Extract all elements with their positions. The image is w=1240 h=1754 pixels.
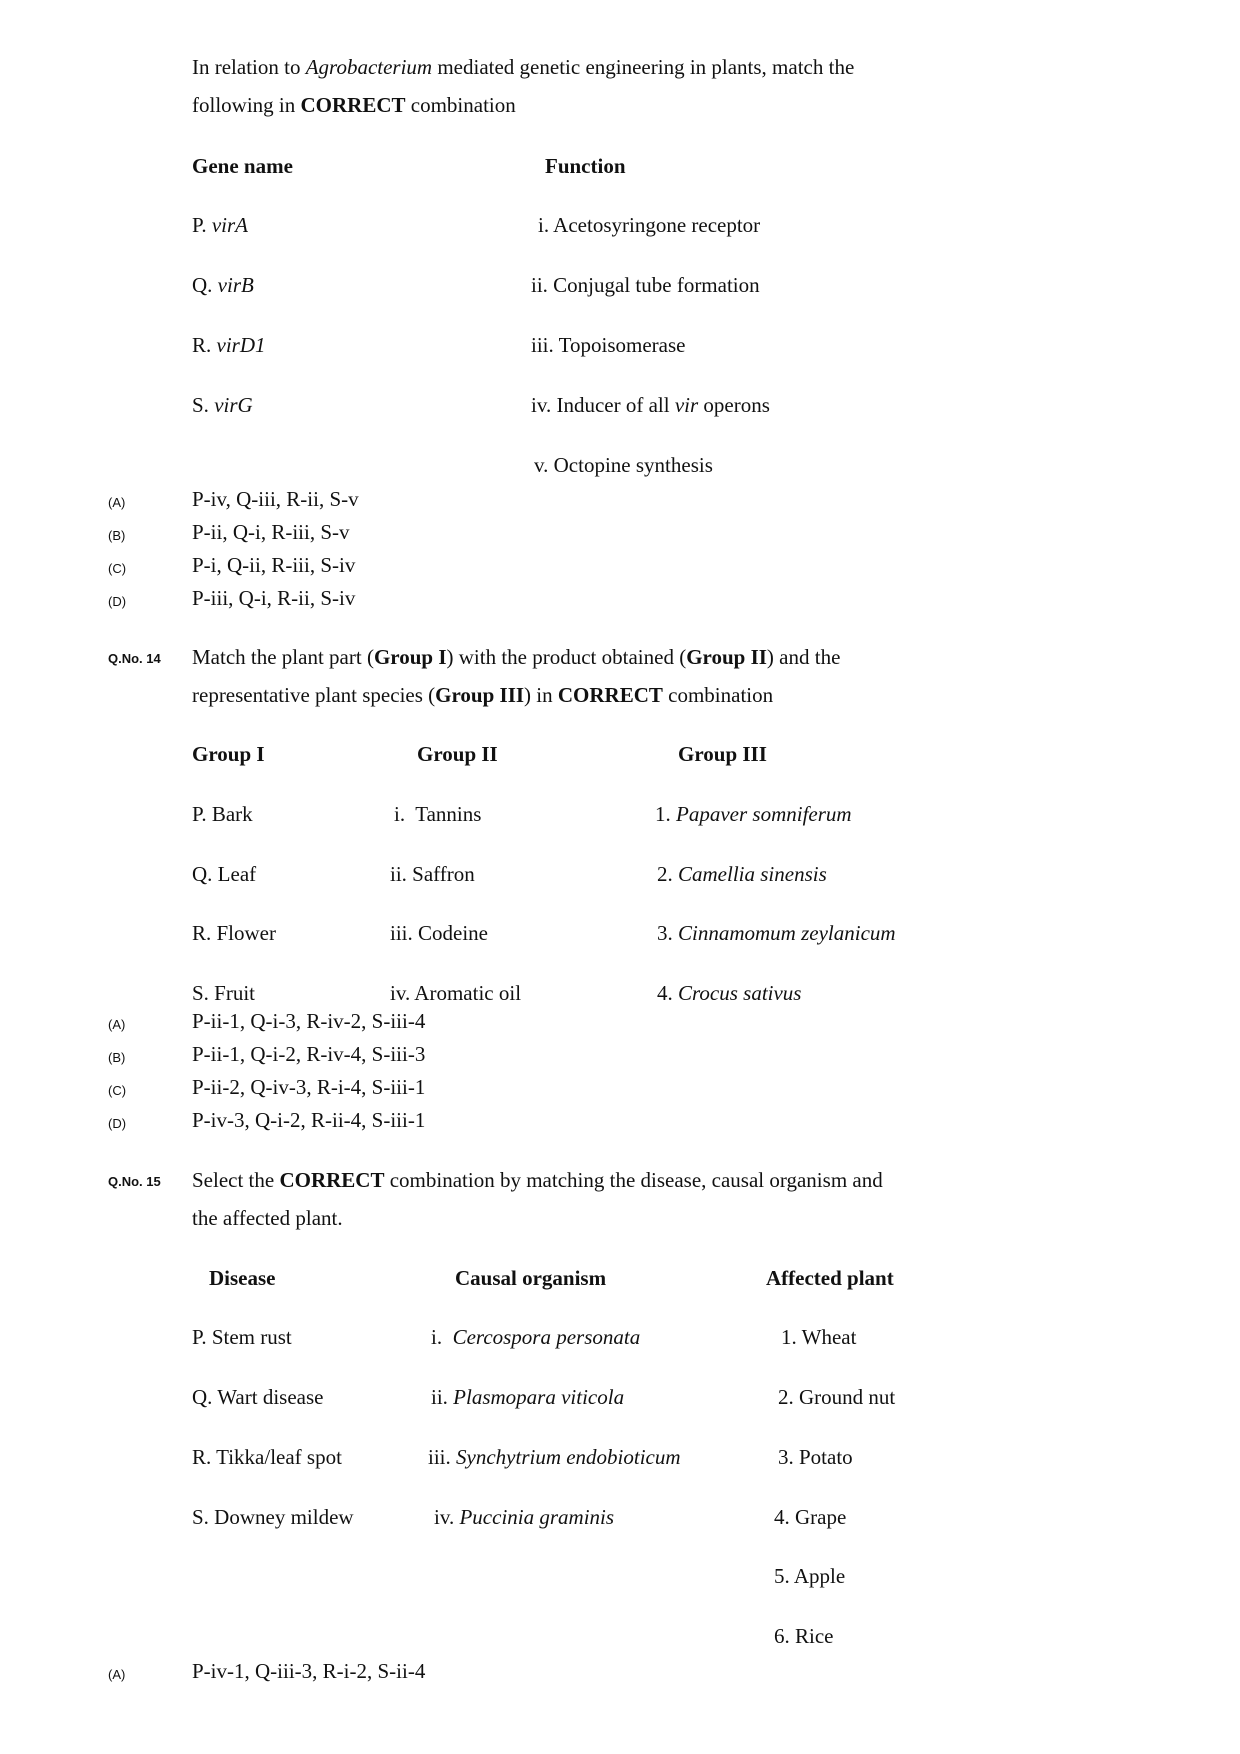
- organism-name: Puccinia graminis: [459, 1505, 615, 1529]
- function-text: iv. Inducer of all: [531, 393, 675, 417]
- q14-option-text-b[interactable]: P-ii-1, Q-i-2, R-iv-4, S-iii-3: [192, 1042, 426, 1066]
- q13-stem-organism: Agrobacterium: [305, 55, 433, 79]
- species-number: 4.: [657, 981, 678, 1005]
- q15-number: Q.No. 15: [108, 1174, 161, 1189]
- q13-stem-text: In relation to: [192, 55, 306, 79]
- q15-organism-ii: [431, 1387, 624, 1408]
- q13-function-iv: [531, 395, 770, 416]
- q14-product-iii: iii. Codeine: [390, 921, 488, 945]
- q13-option-text-c[interactable]: P-i, Q-ii, R-iii, S-iv: [192, 553, 356, 577]
- q15-stem-line2: the affected plant.: [192, 1206, 343, 1230]
- q14-number: Q.No. 14: [108, 651, 161, 666]
- q15-stem-line1: [192, 1170, 883, 1191]
- species-name: Papaver somniferum: [676, 802, 852, 826]
- q14-col-group1-heading: Group I: [192, 742, 265, 766]
- q15-plant-4: 4. Grape: [774, 1505, 847, 1529]
- q15-disease-q: Q. Wart disease: [192, 1385, 324, 1409]
- gene-prefix: P.: [192, 213, 212, 237]
- q14-col-group3-heading: Group III: [678, 742, 767, 766]
- q13-stem-text: mediated genetic engineering in plants, match the: [432, 55, 855, 79]
- q14-stem-line1: [192, 647, 840, 668]
- organism-number: i.: [431, 1325, 453, 1349]
- q14-option-label-c: (C): [108, 1083, 127, 1098]
- q15-option-label-a: (A): [108, 1667, 126, 1682]
- species-number: 2.: [657, 862, 678, 886]
- q15-plant-6: 6. Rice: [774, 1624, 834, 1648]
- gene-name: virB: [217, 273, 254, 297]
- organism-number: iii.: [428, 1445, 457, 1469]
- q13-stem-line1: [192, 57, 854, 78]
- q14-option-label-b: (B): [108, 1050, 126, 1065]
- q15-organism-i: [431, 1327, 640, 1348]
- q14-product-iv: iv. Aromatic oil: [390, 981, 522, 1005]
- gene-name: virA: [211, 213, 249, 237]
- q14-stem-line2: [192, 685, 773, 706]
- q14-product-i: i. Tannins: [394, 802, 482, 826]
- q13-option-label-b: (B): [108, 528, 126, 543]
- q13-option-text-d[interactable]: P-iii, Q-i, R-ii, S-iv: [192, 586, 356, 610]
- q14-part-s: S. Fruit: [192, 981, 256, 1005]
- function-text: operons: [698, 393, 770, 417]
- gene-prefix: R.: [192, 333, 217, 357]
- q15-disease-s: S. Downey mildew: [192, 1505, 354, 1529]
- q14-stem-emphasis: Group I: [373, 645, 447, 669]
- q15-disease-p: P. Stem rust: [192, 1325, 292, 1349]
- q14-stem-text: Match the plant part (: [192, 645, 374, 669]
- q14-species-2: [657, 864, 827, 885]
- q14-stem-text: representative plant species (: [192, 683, 436, 707]
- q13-function-ii: ii. Conjugal tube formation: [531, 273, 760, 297]
- q15-disease-r: R. Tikka/leaf spot: [192, 1445, 342, 1469]
- q14-option-label-a: (A): [108, 1017, 126, 1032]
- q15-plant-5: 5. Apple: [774, 1564, 846, 1588]
- q15-plant-1: 1. Wheat: [781, 1325, 857, 1349]
- q13-option-text-a[interactable]: P-iv, Q-iii, R-ii, S-v: [192, 487, 359, 511]
- q14-species-1: [655, 804, 852, 825]
- organism-number: ii.: [431, 1385, 454, 1409]
- q13-option-label-d: (D): [108, 594, 127, 609]
- q14-stem-text: combination: [662, 683, 774, 707]
- q13-option-label-c: (C): [108, 561, 127, 576]
- q15-col-plant-heading: Affected plant: [766, 1266, 894, 1290]
- q15-stem-text: Select the: [192, 1168, 280, 1192]
- q14-product-ii: ii. Saffron: [390, 862, 475, 886]
- q13-stem-text: following in: [192, 93, 301, 117]
- gene-name: virD1: [216, 333, 266, 357]
- q13-function-i: i. Acetosyringone receptor: [538, 213, 761, 237]
- q13-gene-q: [192, 275, 254, 296]
- q14-part-r: R. Flower: [192, 921, 276, 945]
- q15-stem-emphasis: CORRECT: [279, 1168, 385, 1192]
- q14-stem-emphasis: Group III: [435, 683, 525, 707]
- q14-option-label-d: (D): [108, 1116, 127, 1131]
- q14-part-p: P. Bark: [192, 802, 253, 826]
- gene-name: virG: [214, 393, 253, 417]
- q13-function-v: v. Octopine synthesis: [534, 453, 713, 477]
- q15-organism-iii: [428, 1447, 681, 1468]
- q15-col-disease-heading: Disease: [209, 1266, 276, 1290]
- species-name: Cinnamomum zeylanicum: [678, 921, 896, 945]
- organism-number: iv.: [434, 1505, 460, 1529]
- q14-option-text-d[interactable]: P-iv-3, Q-i-2, R-ii-4, S-iii-1: [192, 1108, 426, 1132]
- species-name: Crocus sativus: [678, 981, 802, 1005]
- organism-name: Cercospora personata: [452, 1325, 641, 1349]
- function-gene: vir: [674, 393, 699, 417]
- q13-function-iii: iii. Topoisomerase: [531, 333, 686, 357]
- q14-species-4: [657, 983, 801, 1004]
- q14-species-3: [657, 923, 896, 944]
- q15-plant-2: 2. Ground nut: [778, 1385, 896, 1409]
- q13-option-text-b[interactable]: P-ii, Q-i, R-iii, S-v: [192, 520, 350, 544]
- q14-stem-emphasis: CORRECT: [557, 683, 663, 707]
- q14-stem-text: ) in: [524, 683, 558, 707]
- gene-prefix: Q.: [192, 273, 218, 297]
- q14-option-text-a[interactable]: P-ii-1, Q-i-3, R-iv-2, S-iii-4: [192, 1009, 426, 1033]
- species-number: 3.: [657, 921, 678, 945]
- organism-name: Synchytrium endobioticum: [456, 1445, 681, 1469]
- q14-stem-text: ) and the: [766, 645, 841, 669]
- q13-gene-r: [192, 335, 266, 356]
- gene-prefix: S.: [192, 393, 215, 417]
- q14-col-group2-heading: Group II: [417, 742, 498, 766]
- q13-col-function-heading: Function: [545, 154, 626, 178]
- q14-part-q: Q. Leaf: [192, 862, 257, 886]
- q14-option-text-c[interactable]: P-ii-2, Q-iv-3, R-i-4, S-iii-1: [192, 1075, 426, 1099]
- species-name: Camellia sinensis: [678, 862, 827, 886]
- q14-stem-text: ) with the product obtained (: [446, 645, 687, 669]
- q13-gene-s: [192, 395, 253, 416]
- q15-stem-text: combination by matching the disease, causal organism and: [384, 1168, 883, 1192]
- q13-gene-p: [192, 215, 248, 236]
- species-number: 1.: [655, 802, 676, 826]
- q14-stem-emphasis: Group II: [686, 645, 767, 669]
- q15-plant-3: 3. Potato: [778, 1445, 853, 1469]
- q13-col-gene-heading: Gene name: [192, 154, 293, 178]
- organism-name: Plasmopara viticola: [453, 1385, 625, 1409]
- q13-stem-emphasis: CORRECT: [300, 93, 406, 117]
- q13-stem-text: combination: [405, 93, 516, 117]
- q13-option-label-a: (A): [108, 495, 126, 510]
- q15-col-organism-heading: Causal organism: [455, 1266, 607, 1290]
- q15-organism-iv: [434, 1507, 614, 1528]
- q15-option-text-a[interactable]: P-iv-1, Q-iii-3, R-i-2, S-ii-4: [192, 1659, 426, 1683]
- q13-stem-line2: [192, 95, 516, 116]
